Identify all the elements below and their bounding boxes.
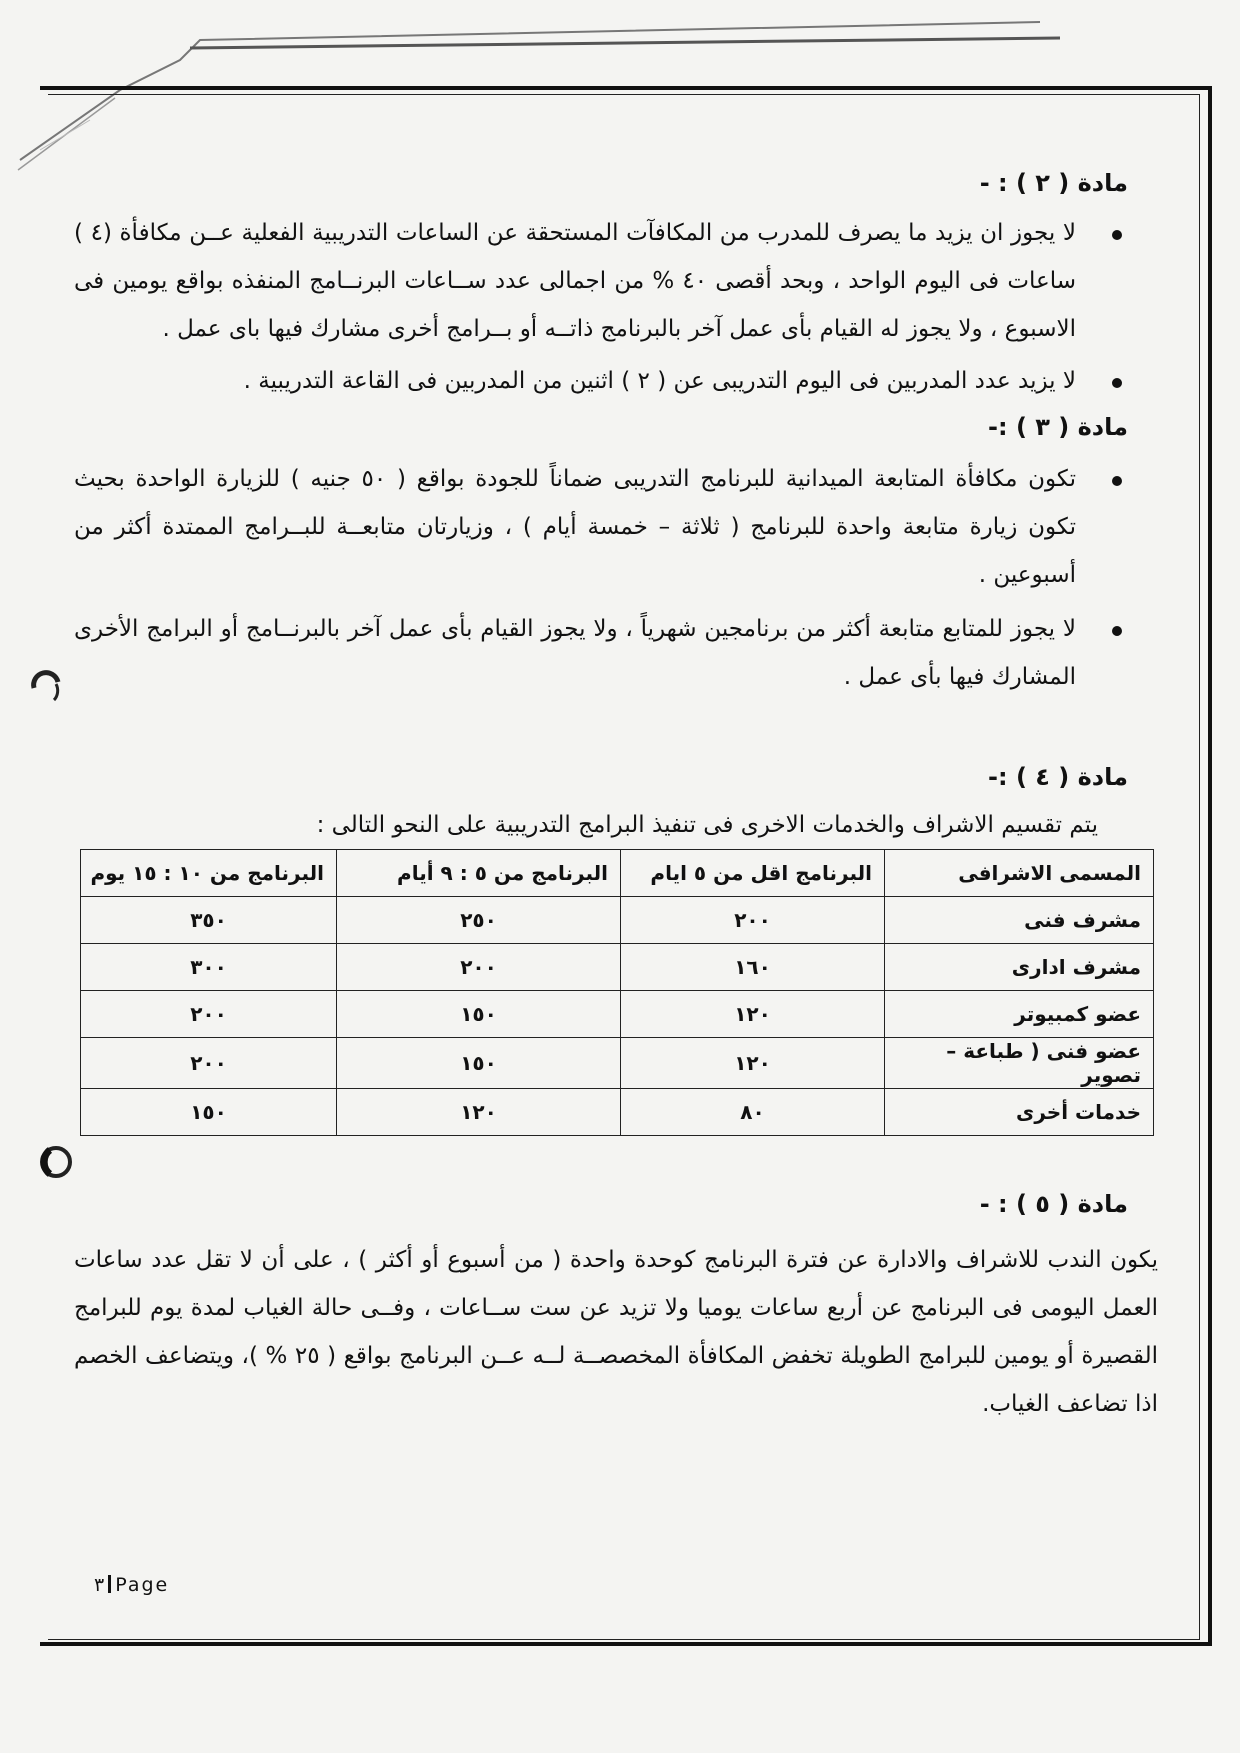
footer-divider	[108, 1575, 111, 1593]
table-cell: ٢٠٠	[621, 897, 885, 944]
punch-mark-icon	[28, 668, 68, 704]
supervision-table	[80, 849, 1154, 1136]
page-number: ٣	[94, 1574, 105, 1596]
list-item-text: لا يجوز ان يزيد ما يصرف للمدرب من المكافآت المستحقة عن الساعات التدريبية الفعلية عــن مكافأة (٤ ) ساعات فى اليوم الواحد ، وبحد أقصى ٤٠ % من اجمالى عدد ســاعات البرنــامج المنفذه بواقع يومين فى الاسبوع ، ولا يجوز له القيام بأى عمل آخر بالبرنامج ذاتــه أو بــرامج أخرى مشارك فيها باى عمل .	[74, 220, 1076, 342]
list-item	[74, 455, 1128, 599]
document-body	[74, 165, 1158, 1428]
table-cell: ١٥٠	[337, 991, 621, 1038]
table-cell: ١٢٠	[621, 991, 885, 1038]
bullet-icon	[1112, 230, 1122, 240]
table-header-cell: البرنامج من ٥ : ٩ أيام	[337, 850, 621, 897]
table-row	[81, 944, 1154, 991]
table-cell: ٣٥٠	[81, 897, 337, 944]
list-item	[74, 605, 1128, 701]
list-item	[74, 357, 1128, 405]
table-cell: ١٦٠	[621, 944, 885, 991]
article-2	[74, 165, 1128, 405]
article-5	[74, 1186, 1158, 1428]
table-cell: ٢٠٠	[337, 944, 621, 991]
article-heading: مادة ( ٢ ) : -	[979, 169, 1128, 197]
table-header-cell: البرنامج من ١٠ : ١٥ يوم	[81, 850, 337, 897]
table-cell-role: عضو كمبيوتر	[885, 991, 1154, 1038]
table-cell-role: عضو فنى ( طباعة – تصوير	[885, 1038, 1154, 1089]
punch-mark-icon	[36, 1142, 76, 1182]
table-cell: ١٢٠	[621, 1038, 885, 1089]
list-item	[74, 209, 1128, 353]
article-3	[74, 409, 1128, 701]
bullet-icon	[1112, 626, 1122, 636]
table-cell: ٢٠٠	[81, 991, 337, 1038]
page-footer	[94, 1574, 169, 1596]
table-row	[81, 1089, 1154, 1136]
article-3-list	[74, 455, 1128, 701]
article-5-text: يكون الندب للاشراف والادارة عن فترة البرنامج كوحدة واحدة ( من أسبوع أو أكثر ) ، على أن لا تقل عدد ساعات العمل اليومى فى البرنامج عن أربع ساعات يوميا ولا تزيد عن ست ســاعات ، وفــى حالة الغياب لمدة يوم للبرامج القصيرة أو يومين للبرامج الطويلة تخفض المكافأة المخصصــة لــه عــن البرنامج بواقع ( ٢٥ % )، ويتضاعف الخصم اذا تضاعف الغياب.	[74, 1247, 1158, 1417]
table-header-cell: البرنامج اقل من ٥ ايام	[621, 850, 885, 897]
table-cell: ٢٠٠	[81, 1038, 337, 1089]
list-item-text: لا يجوز للمتابع متابعة أكثر من برنامجين شهرياً ، ولا يجوز القيام بأى عمل آخر بالبرنــامج أو البرامج الأخرى المشارك فيها بأى عمل .	[74, 616, 1076, 690]
article-4-intro: يتم تقسيم الاشراف والخدمات الاخرى فى تنفيذ البرامج التدريبية على النحو التالى :	[316, 812, 1098, 838]
table-row	[81, 1038, 1154, 1089]
table-cell: ١٥٠	[337, 1038, 621, 1089]
table-cell: ٢٥٠	[337, 897, 621, 944]
table-cell: ٣٠٠	[81, 944, 337, 991]
article-2-list	[74, 209, 1128, 405]
list-item-text: تكون مكافأة المتابعة الميدانية للبرنامج التدريبى ضماناً للجودة بواقع ( ٥٠ جنيه ) للزيارة الواحدة بحيث تكون زيارة متابعة واحدة للبرنامج ( ثلاثة – خمسة أيام ) ، وزيارتان متابعــة للبــرامج الممتدة أكثر من أسبوعين .	[74, 466, 1076, 588]
table-cell: ١٢٠	[337, 1089, 621, 1136]
bullet-icon	[1112, 476, 1122, 486]
page-label: Page	[115, 1574, 170, 1596]
table-row	[81, 991, 1154, 1038]
table-cell: ٨٠	[621, 1089, 885, 1136]
list-item-text: لا يزيد عدد المدربين فى اليوم التدريبى عن ( ٢ ) اثنين من المدربين فى القاعة التدريبية .	[243, 368, 1076, 394]
table-cell-role: مشرف فنى	[885, 897, 1154, 944]
article-4	[74, 759, 1141, 1136]
article-heading: مادة ( ٤ ) :-	[988, 763, 1128, 791]
table-cell: ١٥٠	[81, 1089, 337, 1136]
table-header-row	[81, 850, 1154, 897]
table-header-cell: المسمى الاشرافى	[885, 850, 1154, 897]
article-heading: مادة ( ٣ ) :-	[988, 413, 1128, 441]
table-cell-role: خدمات أخرى	[885, 1089, 1154, 1136]
bullet-icon	[1112, 378, 1122, 388]
table-cell-role: مشرف ادارى	[885, 944, 1154, 991]
article-heading: مادة ( ٥ ) : -	[979, 1190, 1128, 1218]
table-row	[81, 897, 1154, 944]
